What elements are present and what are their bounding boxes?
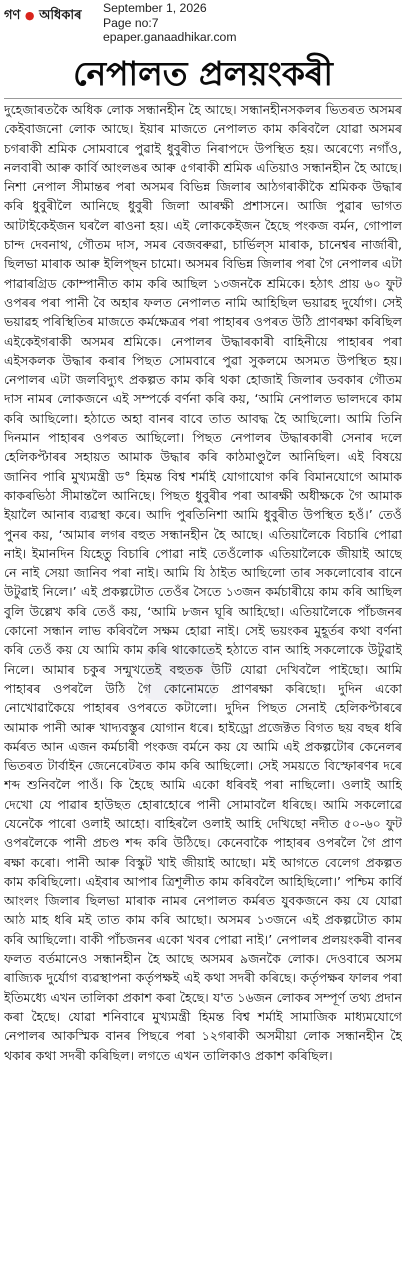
article-body	[4, 100, 402, 1286]
logo-text-2: অধিকাৰ	[39, 8, 82, 23]
article-text: দুহেজাৰতকৈ অধিক লোক সন্ধানহীন হৈ আছে। সন্ধানহীনসকলৰ ভিতৰত অসমৰ কেইবাজনো লোক আছে। ইয়াৰ মাজতে নেপালত কাম কৰিবলৈ যোৱা অসমৰ চগৰাকী শ্ৰমিক সোমবাৰে পুৱাই ধুবুৰীত নিৰাপদে উপস্থিত হয়। অৰেণ্যে নগাঁও, নলবাৰী আৰু কাৰ্বি আংলঙৰ আৰু ৫গৰাকী শ্ৰমিক এতিয়াও সন্ধানহীন হৈ আছে। নিশা নেপাল সীমান্তৰ পৰা অসমৰ বিভিন্ন জিলাৰ আঠগৰাকীকৈ শ্ৰমিকক উদ্ধাৰ কৰি ধুবুৰীলৈ আনিছে ধুবুৰী জিলা আৰক্ষী প্ৰশাসনে। আজি পুৱাৰ ভাগত আটাইকেইজন ঘৰলৈ ৰাওনা হয়। এই লোককেইজন হৈছে পংকজ বৰ্মন, গোপাল চান্দ দেবনাথ, গৌতম দাস, সমৰ বেজবৰুৱা, চাৰ্ভিল্স মাৰাক, চানেশ্বৰ নাৰ্জাৰী, ছিলভা মাৰাক আৰু ইলিপ্ছন চামো। অসমৰ বিভিন্ন জিলাৰ পৰা গৈ নেপালৰ এটা পাৱাৰগ্ৰিড কোম্পানীত কাম কৰি আছিল ১৩জনকৈ শ্ৰমিকে। হঠাৎ প্ৰায় ৬০ ফুট ওপৰৰ পৰা পানী বৈ অহাৰ ফলত নেপালত নামি আহিছিল ভয়াৱহ দুৰ্যোগ। সেই ভয়াৱহ পৰিস্থিতিৰ মাজতে কৰ্মক্ষেত্ৰৰ পৰা পাহাৰৰ ওপৰত উঠি প্ৰাণৰক্ষা কৰিছিল এইকেইগৰাকী অসমৰ শ্ৰমিকে। নেপালৰ উদ্ধাৰকাৰী বাহিনীয়ে পাহাৰৰ পৰা এইসকলক উদ্ধাৰ কৰাৰ পিছত সোমবাৰে পুৱা সুকলমে অসমত উপস্থিত হয়। নেপালৰ এটা জলবিদ্যুৎ প্ৰকল্পত কাম কৰি থকা হোজাই জিলাৰ ডবকাৰ গৌতম দাস নামৰ লোকজনে এই সম্পৰ্কে বৰ্ণনা কৰি কয়, ‘আমি নেপালত ভালদৰে কাম কৰি আছিলো। হঠাতে অহা বানৰ বাবে তাত আবদ্ধ হৈ আছিলো। আমি তিনি দিনমান পাহাৰৰ ওপৰত আছিলো। পিছত নেপালৰ উদ্ধাৰকাৰী সেনাৰ দলে হেলিকপ্টাৰৰ সহায়ত আমাক উদ্ধাৰ কৰি কাঠমাণ্ডুলৈ আনিছিল। এই বিষয়ে জানিব পাৰি মুখ্যমন্ত্ৰী ড° হিমন্ত বিশ্ব শৰ্মাই যোগাযোগ কৰি বিমানযোগে আমাক কাকৰভিঠা সীমান্তলৈ আনিছে। পিছত ধুবুৰীৰ পৰা আৰক্ষী অধীক্ষকে গৈ আমাক ইয়ালৈ আনাৰ ব্যৱস্থা কৰে। আদি পুৰতিনিশা আমি ধুবুৰীত উপস্থিত হওঁ।’ তেওঁ পুনৰ কয়, ‘আমাৰ লগৰ বহুত সন্ধানহীন হৈ আছে। এতিয়ালৈকে বিচাৰি পোৱা নাই। ইমানদিন যিহেতু বিচাৰি পোৱা নাই তেওঁলোক এতিয়ালৈকে জীয়াই আছে নে নাই সেয়া জানিব পৰা নাই। আমি যি ঠাইত আছিলো তাৰ সকলোবোৰ বানে উটুৱাই নিলে।’ এই প্ৰকল্পটোত তেওঁৰ সৈতে ১৩জন কৰ্মচাৰীয়ে কাম কৰি আছিল বুলি উল্লেখ কৰি তেওঁ কয়, ‘আমি ৮জন ঘূৰি আহিছো। এতিয়ালৈকে পাঁচজনৰ কোনো সন্ধান লাভ কৰিবলৈ সক্ষম হোৱা নাই। সেই ভয়ংকৰ মুহূৰ্তৰ কথা বৰ্ণনা কৰি তেওঁ কয় যে আমি কাম কৰি থাকোতেই হঠাতে বান আহি সকলোকে উটুৱাই নিলে। আমাৰ চকুৰ সন্মুখতেই বহুতক উটি যোৱা দেখিবলৈ পাইছো। আমি পাহাৰৰ ওপৰলৈ উঠি গৈ কোনোমতে প্ৰাণৰক্ষা কৰিছো। দুদিন একো নোখোৱাকৈয়ে পাহাৰৰ ওপৰতে কটালো। দুদিন পিছত সেনাই হেলিকপ্টাৰৰে আমাক পানী আৰু খাদ্যবস্তুৰ যোগান ধৰে। হাইড্ৰো প্ৰজেক্টত বিগত ছয় বছৰ ধৰি কৰ্মৰত আন এজন কৰ্মচাৰী পংকজ বৰ্মনে কয় যে আমি এই প্ৰকল্পটোৰ কেনেলৰ ভিতৰত টাৰ্বাইন জেনেৰেটৰত কাম কৰি আছিলো। সেই সময়তে বিস্ফোৰণৰ দৰে শব্দ শুনিবলৈ পাওঁ। কি হৈছে আমি একো ধৰিবই পৰা নাছিলো। ওলাই আহি দেখো যে পাৱাৰ হাউছত হোৰাহোৰে পানী সোমাবলৈ ধৰিছে। আমি সকলোৱে যেনেকৈ পাৰো ওলাই আহো। বাহিৰলৈ ওলাই আহি দেখিছো নদীত ৫০-৬০ ফুট ওপৰলৈকে পানী প্ৰচণ্ড শব্দ কৰি উঠিছে। কেনেবাকৈ পাহাৰৰ ওপৰলৈ গৈ প্ৰাণ ৰক্ষা কৰো। পানী আৰু বিস্কুট খাই জীয়াই আছো। মই আগতে বেলেগ প্ৰকল্পত কাম কৰিছিলো। এইবাৰ আপাৰ ত্ৰিশূলীত কাম কৰিবলৈ আহিছিলো।’ পশ্চিম কাৰ্বি আংলং জিলাৰ ছিলভা মাৰাক নামৰ নেপালত কৰ্মৰত যুবকজনে কয় যে যোৱা আঠ মাহ ধৰি মই তাত কাম কৰি আছো। অসমৰ ১৩জনে এই প্ৰকল্পটোত কাম কৰি আছিলো। বাকী পাঁচজনৰ একো খবৰ পোৱা নাই।’ নেপালৰ প্ৰলয়ংকৰী বানৰ ফলত বৰ্তমানেও সন্ধানহীন হৈ আছে অসমৰ ৯জনকৈ লোক। দেওবাৰে অসম ৰাজ্যিক দুৰ্যোগ ব্যৱস্থাপনা কৰ্তৃপক্ষই এই কথা সদৰী কৰিছে। কৰ্তৃপক্ষৰ ফালৰ পৰা ইতিমধ্যে এখন তালিকা প্ৰকাশ কৰা হৈছে। য'ত ১৬জন লোকৰ সম্পূৰ্ণ তথ্য প্ৰদান কৰা হৈছে। যোৱা শনিবাৰে মুখ্যমন্ত্ৰী হিমন্ত বিশ্ব শৰ্মাই সামাজিক মাধ্যমযোগে নেপালৰ আকস্মিক বানৰ পিছৰে পৰা ১২গৰাকী অসমীয়া লোক সন্ধানহীন হৈ থকাৰ কথা সদৰী কৰিছিল। লগতে এখন তালিকাও প্ৰকাশ কৰিছিল।	[4, 102, 402, 1063]
edition-date: September 1, 2026	[103, 1, 207, 15]
headline-divider	[4, 98, 402, 99]
edition-meta	[103, 1, 236, 45]
newspaper-logo[interactable]	[4, 6, 82, 27]
masthead	[0, 0, 406, 46]
page-number: Page no:7	[103, 15, 159, 30]
logo-text: গণ	[4, 8, 21, 23]
logo-dot-icon: ●	[24, 9, 35, 22]
article-headline: নেপালত প্ৰলয়ংকৰী	[73, 54, 333, 93]
epaper-site[interactable]: epaper.ganaadhikar.com	[103, 30, 237, 44]
